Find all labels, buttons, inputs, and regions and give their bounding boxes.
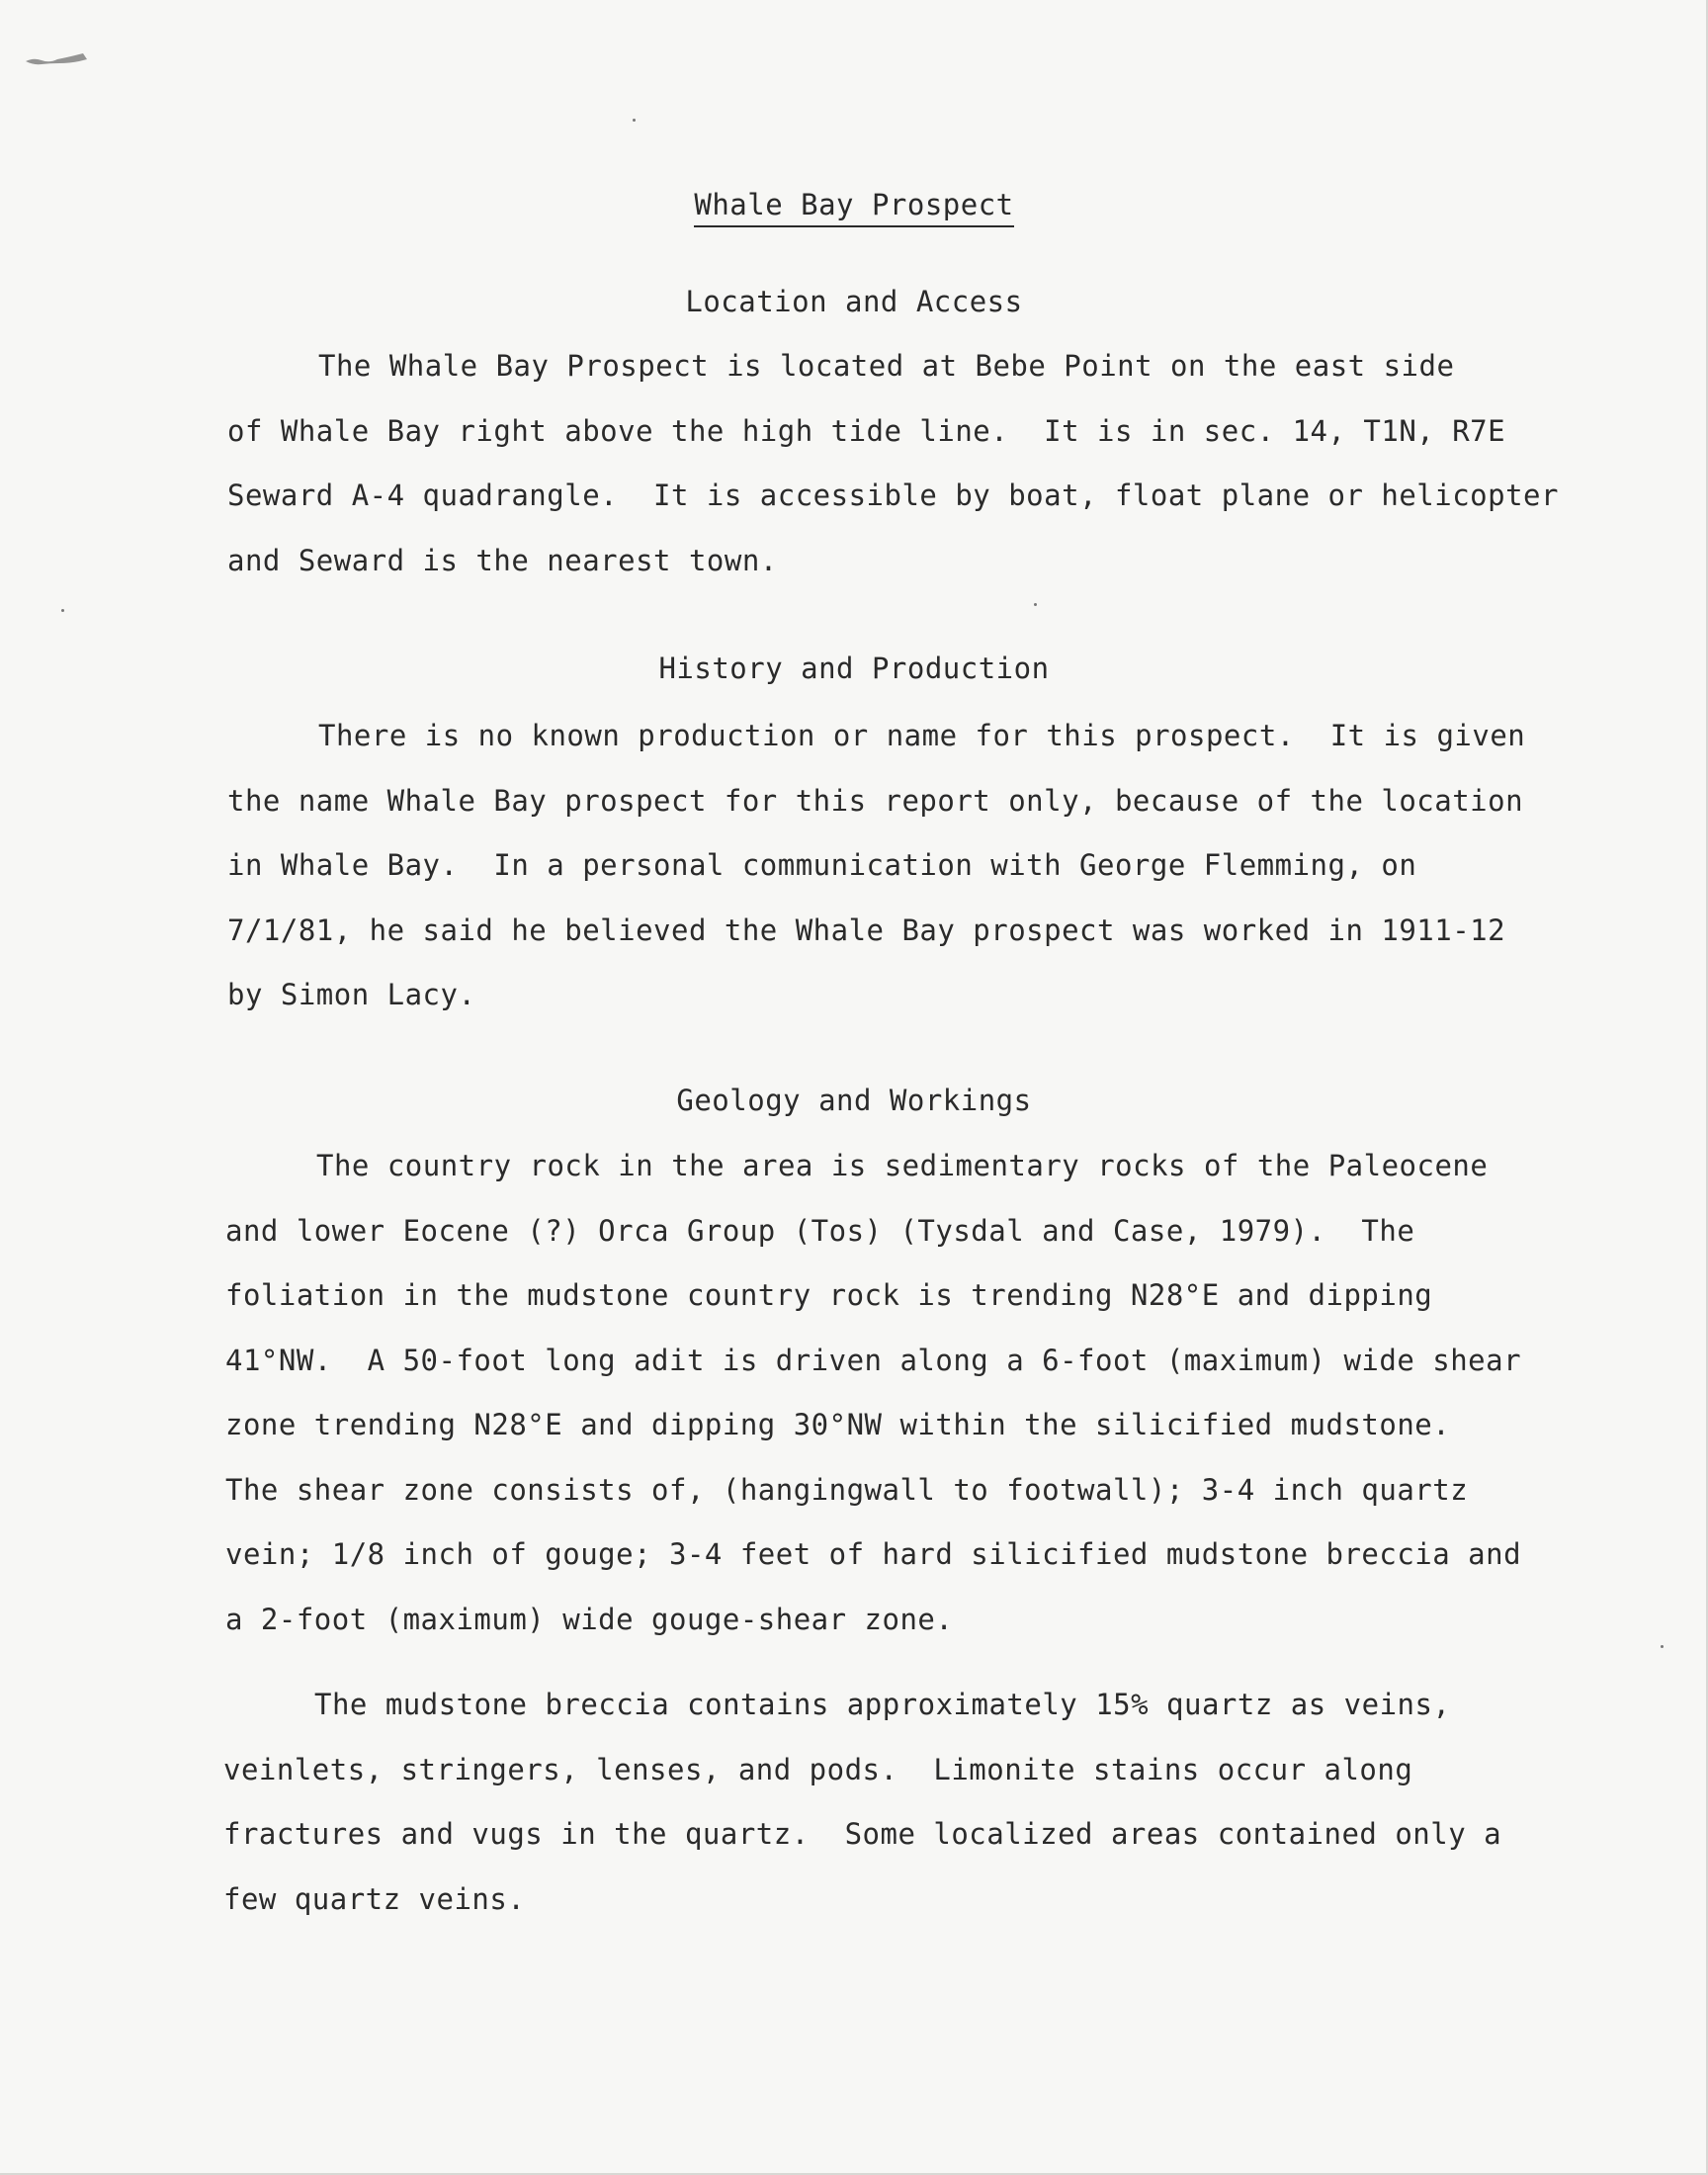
paragraph-line: 41°NW. A 50-foot long adit is driven along a 6-foot (maximum) wide shear xyxy=(225,1343,1522,1377)
paragraph-line: a 2-foot (maximum) wide gouge-shear zone. xyxy=(225,1602,954,1636)
speck-mark xyxy=(633,119,636,122)
paragraph-line: There is no known production or name for this prospect. It is given xyxy=(318,719,1526,752)
paragraph-line: and Seward is the nearest town. xyxy=(227,543,778,577)
paragraph-line: in Whale Bay. In a personal communication with George Flemming, on xyxy=(227,848,1417,882)
paragraph-history-and-production xyxy=(227,704,1532,1028)
paragraph-geology-and-workings-2 xyxy=(223,1673,1528,1932)
paragraph-line: the name Whale Bay prospect for this report only, because of the location xyxy=(227,783,1524,818)
paragraph-line: fractures and vugs in the quartz. Some localized areas contained only a xyxy=(223,1817,1502,1851)
paragraph-line: zone trending N28°E and dipping 30°NW within the silicified mudstone. xyxy=(225,1408,1451,1441)
paragraph-line: foliation in the mudstone country rock is trending N28°E and dipping xyxy=(225,1278,1433,1312)
paragraph-geology-and-workings-1 xyxy=(225,1134,1530,1652)
paragraph-line: The mudstone breccia contains approximately 15% quartz as veins, xyxy=(314,1688,1451,1721)
speck-mark xyxy=(1034,603,1037,606)
section-heading-history-and-production: History and Production xyxy=(658,652,1050,685)
paragraph-line: The Whale Bay Prospect is located at Bebe Point on the east side xyxy=(318,349,1455,383)
paragraph-line: Seward A-4 quadrangle. It is accessible by boat, float plane or helicopter xyxy=(227,478,1559,512)
paragraph-line: few quartz veins. xyxy=(223,1881,526,1916)
paragraph-line: The shear zone consists of, (hangingwall to footwall); 3-4 inch quartz xyxy=(225,1472,1469,1507)
paragraph-line: The country rock in the area is sedimentary rocks of the Paleocene xyxy=(316,1149,1489,1182)
paragraph-line: 7/1/81, he said he believed the Whale Bay prospect was worked in 1911-12 xyxy=(227,913,1506,947)
speck-mark xyxy=(1661,1645,1664,1648)
paragraph-line: vein; 1/8 inch of gouge; 3-4 feet of hard silicified mudstone breccia and xyxy=(225,1537,1522,1571)
paragraph-location-and-access xyxy=(227,334,1559,593)
smudge-mark-icon xyxy=(24,51,93,67)
paragraph-line: and lower Eocene (?) Orca Group (Tos) (Tysdal and Case, 1979). The xyxy=(225,1213,1415,1248)
document-title xyxy=(0,180,1708,229)
speck-mark xyxy=(61,609,64,612)
paragraph-line: veinlets, stringers, lenses, and pods. Limonite stains occur along xyxy=(223,1752,1413,1786)
section-heading-geology-and-workings: Geology and Workings xyxy=(676,1084,1032,1117)
document-title-text: Whale Bay Prospect xyxy=(694,188,1013,227)
paragraph-line: by Simon Lacy. xyxy=(227,978,476,1011)
section-heading-location-and-access: Location and Access xyxy=(685,285,1023,318)
paragraph-line: of Whale Bay right above the high tide line. It is in sec. 14, T1N, R7E xyxy=(227,413,1506,448)
